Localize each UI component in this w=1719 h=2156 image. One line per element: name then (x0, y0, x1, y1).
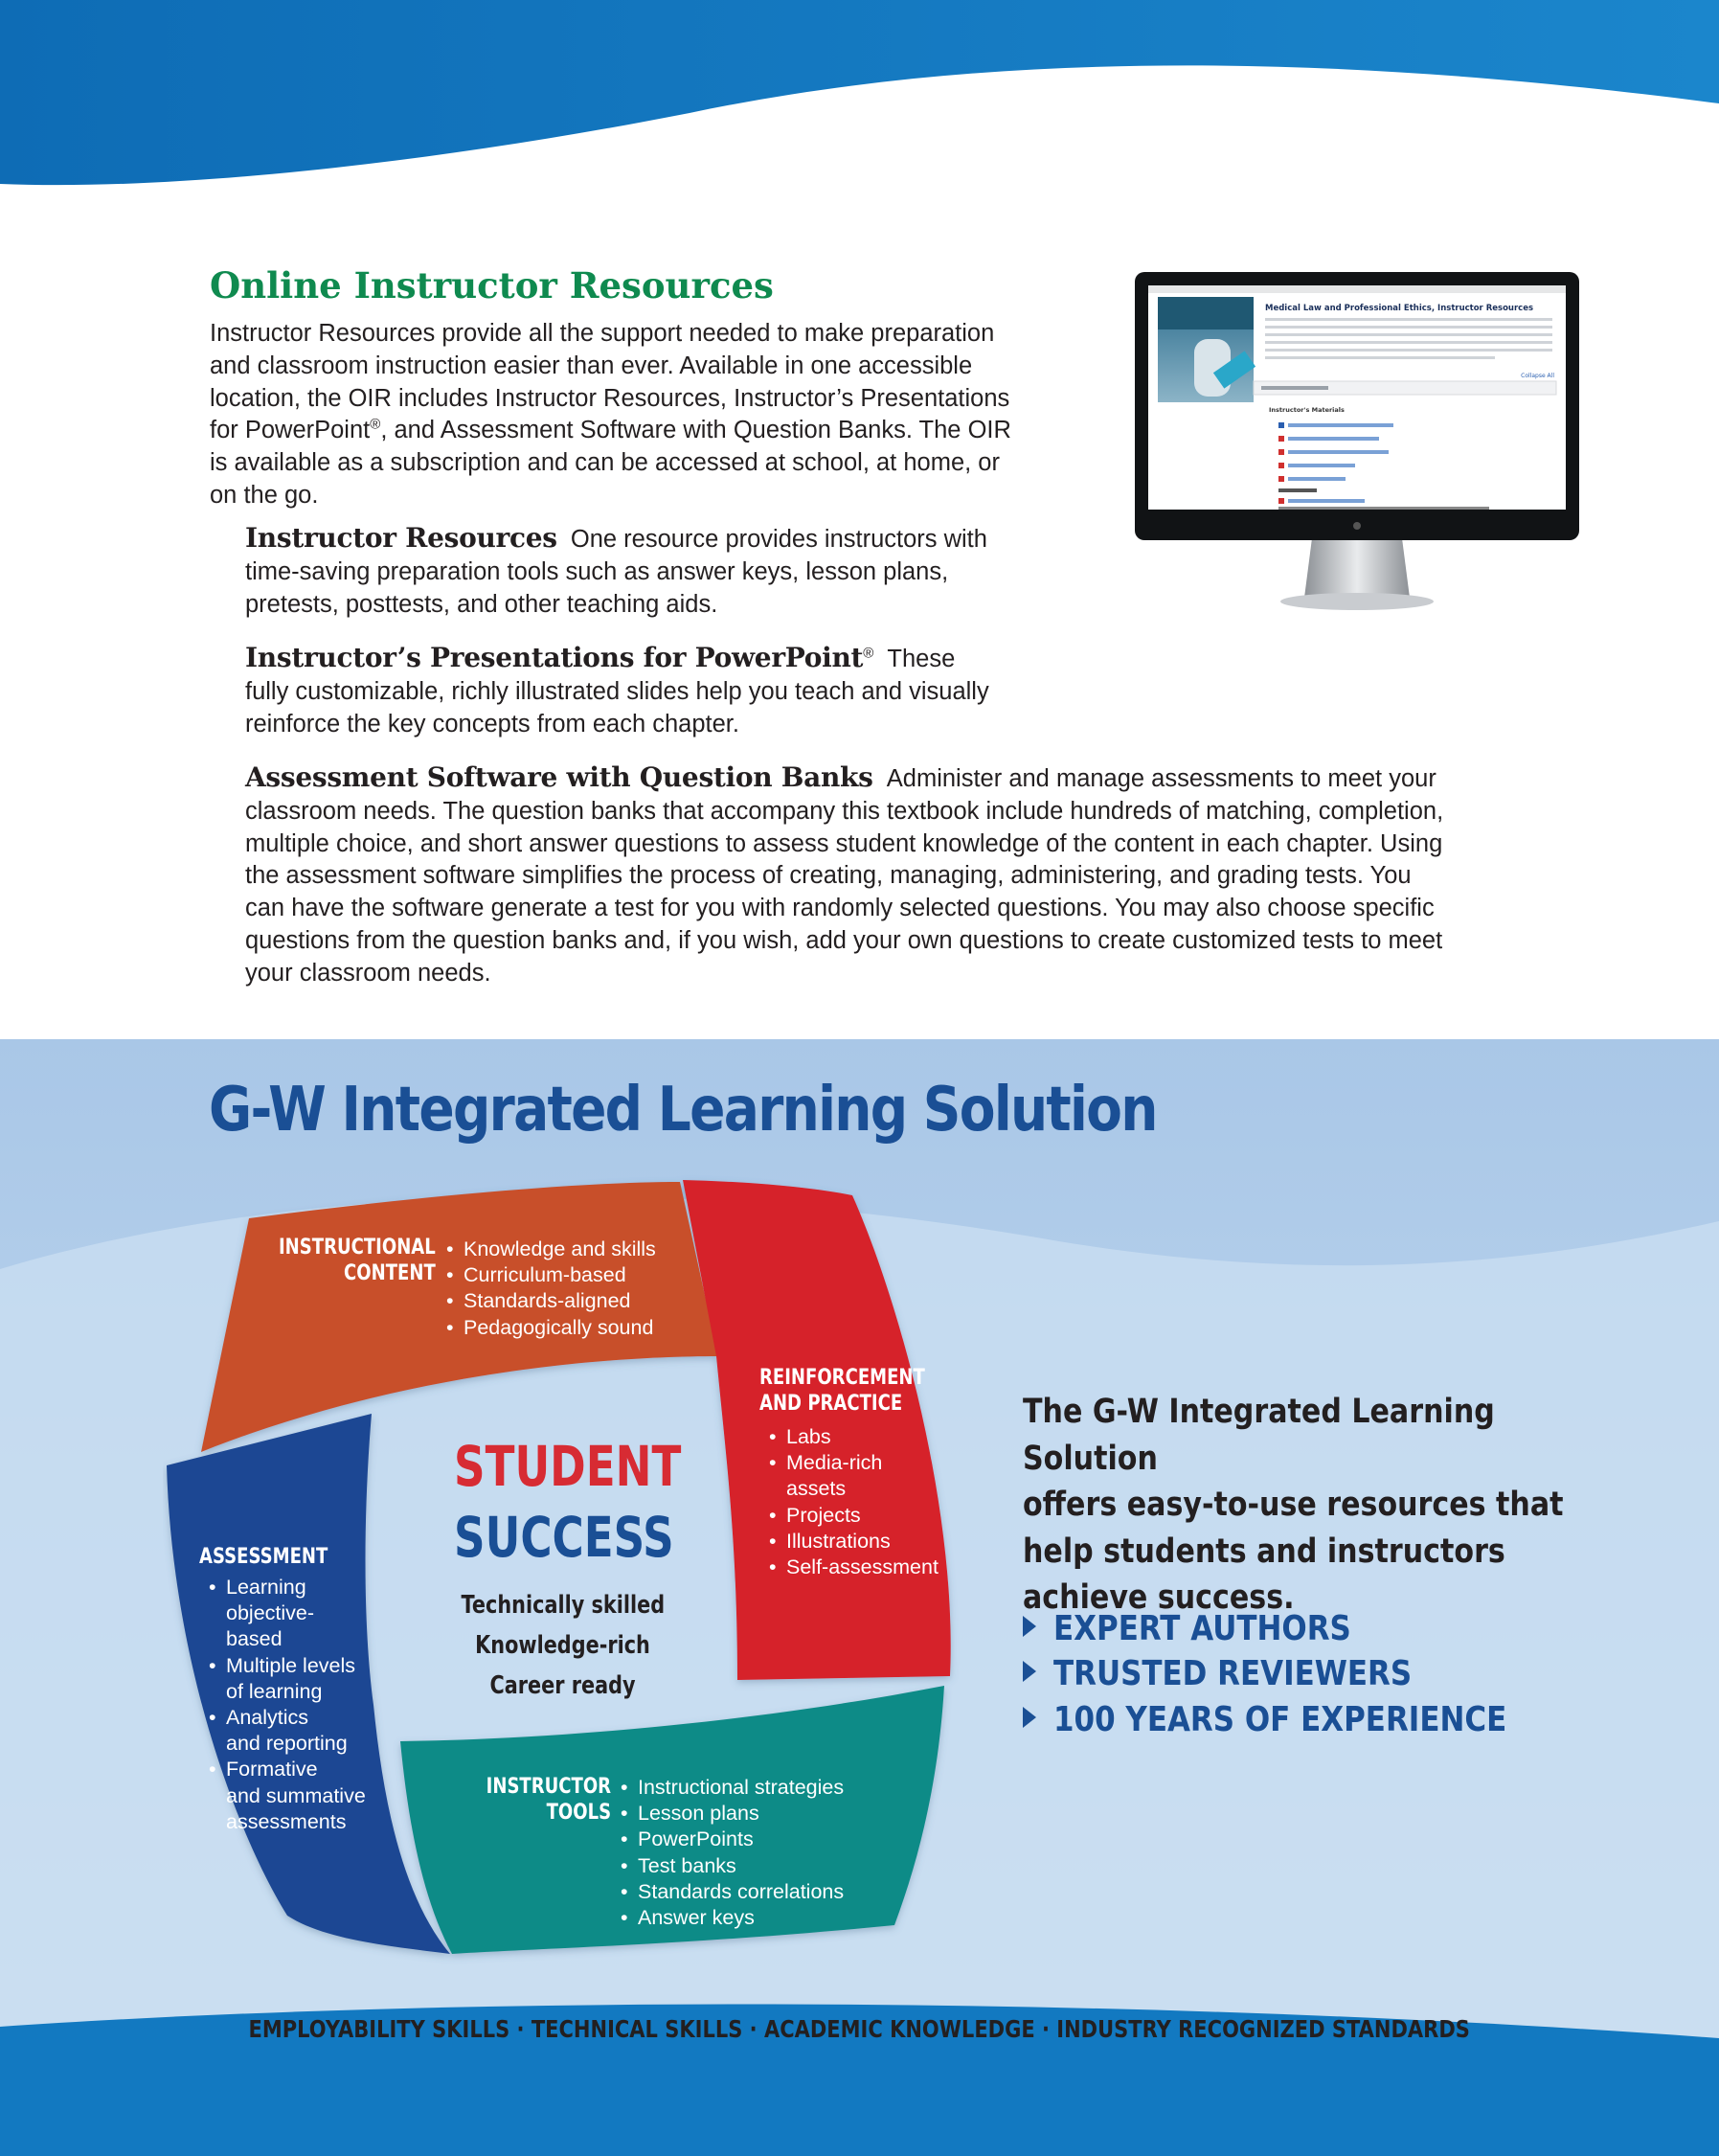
label-line: CONTENT (344, 1261, 436, 1285)
triangle-bullet-icon (1023, 1707, 1036, 1728)
list-item: • Self-assessment (769, 1555, 939, 1580)
item-text: These (887, 646, 956, 672)
item-text: reinforce the key concepts from each chapter. (245, 710, 739, 738)
intro-line: on the go. (210, 481, 319, 509)
instructional-content-label (279, 1235, 436, 1286)
item-text: classroom needs. The question banks that accompany this textbook include hundreds of matching, completion, (245, 797, 1444, 825)
item-text: fully customizable, richly illustrated slides help you teach and visually (245, 677, 989, 705)
list-item: • Labs (769, 1424, 939, 1450)
intro-line: is available as a subscription and can be accessed at school, at home, or (210, 449, 1000, 477)
monitor-illustration (1135, 272, 1579, 611)
tagline-line: offers easy-to-use resources that (1023, 1486, 1564, 1524)
highlight-expert-authors (1023, 1609, 1399, 1648)
list-item-continued: and reporting (226, 1732, 348, 1756)
screen-title: Medical Law and Professional Ethics, Instructor Resources (1265, 304, 1534, 313)
reinforcement-label (759, 1365, 925, 1417)
tagline-line: The G-W Integrated Learning Solution (1023, 1393, 1495, 1478)
list-item: • Learning (209, 1575, 366, 1600)
intro-line: and classroom instruction easier than ever. Available in one accessible (210, 352, 973, 379)
instructor-resources-heading: Instructor Resources (245, 522, 557, 554)
instructor-resources-item (245, 522, 1107, 621)
list-item: • Lesson plans (621, 1801, 844, 1827)
list-item: • Curriculum-based (446, 1262, 656, 1288)
instructional-content-list (446, 1237, 656, 1341)
list-item: • Standards-aligned (446, 1288, 656, 1314)
oir-title: Online Instructor Resources (210, 264, 774, 306)
list-item: • Formative (209, 1757, 366, 1782)
item-text: One resource provides instructors with (570, 526, 987, 553)
list-item: • Analytics (209, 1705, 366, 1731)
success-heading: SUCCESS (454, 1505, 674, 1570)
screen-section: Instructor's Materials (1269, 406, 1345, 414)
instructor-tools-label (486, 1774, 611, 1826)
tagline-line: help students and instructors (1023, 1532, 1505, 1571)
list-item: • Answer keys (621, 1905, 844, 1931)
list-item-continued: assets (786, 1477, 847, 1501)
gw-title: G-W Integrated Learning Solution (209, 1075, 1157, 1146)
reinforcement-list (769, 1424, 939, 1580)
list-item: • Illustrations (769, 1529, 939, 1555)
registered-mark: ® (370, 416, 381, 433)
list-item-continued: objective- (226, 1601, 315, 1625)
list-item: • PowerPoints (621, 1827, 844, 1852)
intro-line: for PowerPoint (210, 417, 371, 444)
item-text: can have the software generate a test for you with randomly selected questions. You may also choose specific (245, 895, 1435, 922)
list-item: • Projects (769, 1503, 939, 1529)
attribute-line: Career ready (489, 1671, 636, 1700)
instructor-tools-list (621, 1775, 844, 1931)
list-item: • Pedagogically sound (446, 1315, 656, 1341)
highlight-text: EXPERT AUTHORS (1053, 1609, 1351, 1648)
highlight-100-years (1023, 1700, 1580, 1739)
label-line: INSTRUCTOR (486, 1775, 611, 1799)
item-text: your classroom needs. (245, 959, 491, 987)
attribute-line: Technically skilled (461, 1591, 666, 1620)
item-text: Administer and manage assessments to meet your (886, 765, 1436, 792)
highlight-text: 100 YEARS OF EXPERIENCE (1053, 1700, 1507, 1739)
registered-mark: ® (863, 645, 874, 662)
list-item-continued: of learning (226, 1679, 323, 1703)
list-item: • Instructional strategies (621, 1775, 844, 1801)
collapse-all-link[interactable]: Collapse All (1521, 373, 1554, 379)
item-text: the assessment software simplifies the process of creating, managing, administering, and grading tests. You (245, 862, 1412, 890)
label-line: REINFORCEMENT (759, 1366, 925, 1390)
intro-line: , and Assessment Software with Question Banks. The OIR (380, 417, 1011, 444)
list-item: • Media-rich (769, 1450, 939, 1476)
list-item: • Standards correlations (621, 1879, 844, 1905)
item-text: questions from the question banks and, if you wish, add your own questions to create customized tests to meet (245, 926, 1443, 954)
list-item-continued: and summative (226, 1783, 366, 1807)
top-wave-band (0, 0, 1719, 192)
student-heading: STUDENT (454, 1434, 682, 1499)
attribute-line: Knowledge-rich (475, 1631, 650, 1660)
triangle-bullet-icon (1023, 1661, 1036, 1682)
item-text: time-saving preparation tools such as answer keys, lesson plans, (245, 557, 949, 585)
presentations-item (245, 642, 1107, 740)
assessment-software-item (245, 761, 1634, 990)
footer-text: EMPLOYABILITY SKILLS · TECHNICAL SKILLS · ACADEMIC KNOWLEDGE · INDUSTRY RECOGNIZED STANDARDS (248, 2015, 1471, 2043)
list-item: • Multiple levels (209, 1653, 366, 1679)
oir-intro (210, 318, 1100, 512)
list-item-continued: based (226, 1627, 283, 1651)
list-item: • Test banks (621, 1853, 844, 1879)
tagline-line: achieve success. (1023, 1578, 1295, 1617)
highlight-trusted-reviewers (1023, 1654, 1470, 1693)
assessment-software-heading: Assessment Software with Question Banks (245, 761, 873, 793)
list-item: • Knowledge and skills (446, 1237, 656, 1262)
student-success-attributes (436, 1585, 690, 1706)
skills-footer (0, 2015, 1719, 2043)
label-line: AND PRACTICE (759, 1392, 903, 1416)
list-item-continued: assessments (226, 1809, 347, 1833)
solution-tagline (1023, 1389, 1616, 1622)
item-text: pretests, posttests, and other teaching aids. (245, 590, 718, 618)
intro-line: location, the OIR includes Instructor Resources, Instructor’s Presentations (210, 384, 1010, 412)
assessment-label: ASSESSMENT (199, 1545, 328, 1569)
triangle-bullet-icon (1023, 1616, 1036, 1637)
presentations-heading: Instructor’s Presentations for PowerPoint (245, 642, 864, 673)
intro-line: Instructor Resources provide all the support needed to make preparation (210, 320, 995, 347)
label-line: TOOLS (546, 1801, 611, 1825)
label-line: INSTRUCTIONAL (279, 1236, 436, 1260)
highlight-text: TRUSTED REVIEWERS (1053, 1654, 1413, 1693)
item-text: multiple choice, and short answer questions to assess student knowledge of the content in each chapter. Using (245, 829, 1443, 857)
assessment-list (209, 1575, 366, 1835)
